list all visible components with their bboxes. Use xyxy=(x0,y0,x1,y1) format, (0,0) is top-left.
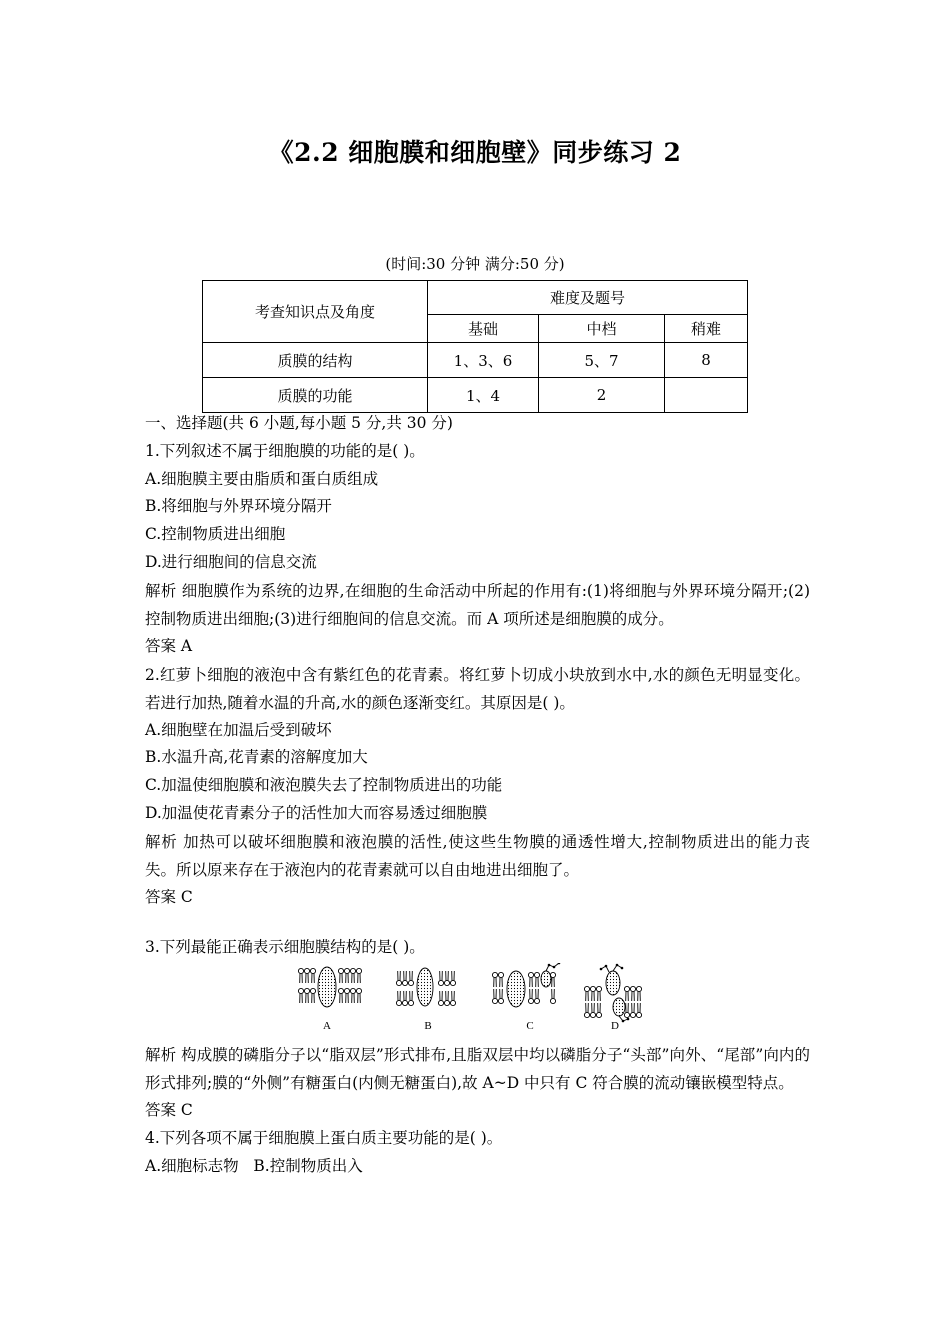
q1-answer: 答案 A xyxy=(145,636,193,655)
q1-option-d: D.进行细胞间的信息交流 xyxy=(145,552,317,571)
exam-time-info: (时间:30 分钟 满分:50 分) xyxy=(385,255,565,273)
q2-answer: 答案 C xyxy=(145,887,193,906)
membrane-models-figure xyxy=(297,963,657,1035)
col-hard: 稍难 xyxy=(665,315,748,343)
row-medium: 2 xyxy=(539,378,665,413)
row-topic: 质膜的功能 xyxy=(203,378,428,413)
page-title: 《2.2 细胞膜和细胞壁》同步练习 2 xyxy=(268,138,682,167)
q3-analysis: 解析 构成膜的磷脂分子以“脂双层”形式排布,且脂双层中均以磷脂分子“头部”向外、“尾部”向内的形式排列;膜的“外侧”有糖蛋白(内侧无糖蛋白),故 A~D 中只有 C 符合膜的流动镶嵌模型特点。 xyxy=(145,1046,810,1093)
row-basic: 1、3、6 xyxy=(428,343,539,378)
row-basic: 1、4 xyxy=(428,378,539,413)
row-medium: 5、7 xyxy=(539,343,665,378)
header-difficulty: 难度及题号 xyxy=(428,281,748,315)
knowledge-difficulty-table xyxy=(202,280,748,413)
row-topic: 质膜的结构 xyxy=(203,343,428,378)
q3-answer: 答案 C xyxy=(145,1101,193,1120)
q1-option-b: B.将细胞与外界环境分隔开 xyxy=(145,497,332,516)
col-medium: 中档 xyxy=(539,315,665,343)
q1-option-a: A.细胞膜主要由脂质和蛋白质组成 xyxy=(145,469,379,488)
figure-label-a: A xyxy=(323,1020,331,1033)
membrane-model-a xyxy=(298,967,361,1032)
q2-option-c: C.加温使细胞膜和液泡膜失去了控制物质进出的功能 xyxy=(145,776,503,795)
membrane-model-d xyxy=(584,964,641,1032)
q2-option-a: A.细胞壁在加温后受到破坏 xyxy=(145,720,332,739)
section-heading: 一、选择题(共 6 小题,每小题 5 分,共 30 分) xyxy=(145,414,453,432)
q1-option-c: C.控制物质进出细胞 xyxy=(145,525,286,544)
question-content xyxy=(145,410,810,1181)
q4-options: A.细胞标志物 B.控制物质出入 xyxy=(145,1156,363,1175)
table-row xyxy=(203,343,748,378)
figure-label-c: C xyxy=(526,1020,534,1033)
table-row xyxy=(203,378,748,413)
col-basic: 基础 xyxy=(428,315,539,343)
q3-stem: 3.下列最能正确表示细胞膜结构的是( )。 xyxy=(145,937,425,956)
header-knowledge: 考查知识点及角度 xyxy=(203,281,428,343)
q2-option-d: D.加温使花青素分子的活性加大而容易透过细胞膜 xyxy=(145,803,488,822)
row-hard: 8 xyxy=(665,343,748,378)
figure-label-b: B xyxy=(424,1020,432,1033)
q1-stem: 1.下列叙述不属于细胞膜的功能的是( )。 xyxy=(145,441,425,460)
q1-analysis: 解析 细胞膜作为系统的边界,在细胞的生命活动中所起的作用有:(1)将细胞与外界环境分隔开;(2)控制物质进出细胞;(3)进行细胞间的信息交流。而 A 项所述是细胞膜的成分。 xyxy=(145,581,810,628)
q2-analysis: 解析 加热可以破坏细胞膜和液泡膜的活性,使这些生物膜的通透性增大,控制物质进出的能力丧失。所以原来存在于液泡内的花青素就可以自由地进出细胞了。 xyxy=(145,832,810,879)
membrane-model-c xyxy=(492,963,560,1032)
row-hard xyxy=(665,378,748,413)
q4-stem: 4.下列各项不属于细胞膜上蛋白质主要功能的是( )。 xyxy=(145,1129,503,1148)
figure-label-d: D xyxy=(611,1020,619,1033)
membrane-model-b xyxy=(396,968,455,1032)
q2-option-b: B.水温升高,花青素的溶解度加大 xyxy=(145,748,368,767)
q2-stem: 2.红萝卜细胞的液泡中含有紫红色的花青素。将红萝卜切成小块放到水中,水的颜色无明显变化。若进行加热,随着水温的升高,水的颜色逐渐变红。其原因是( )。 xyxy=(145,665,810,712)
